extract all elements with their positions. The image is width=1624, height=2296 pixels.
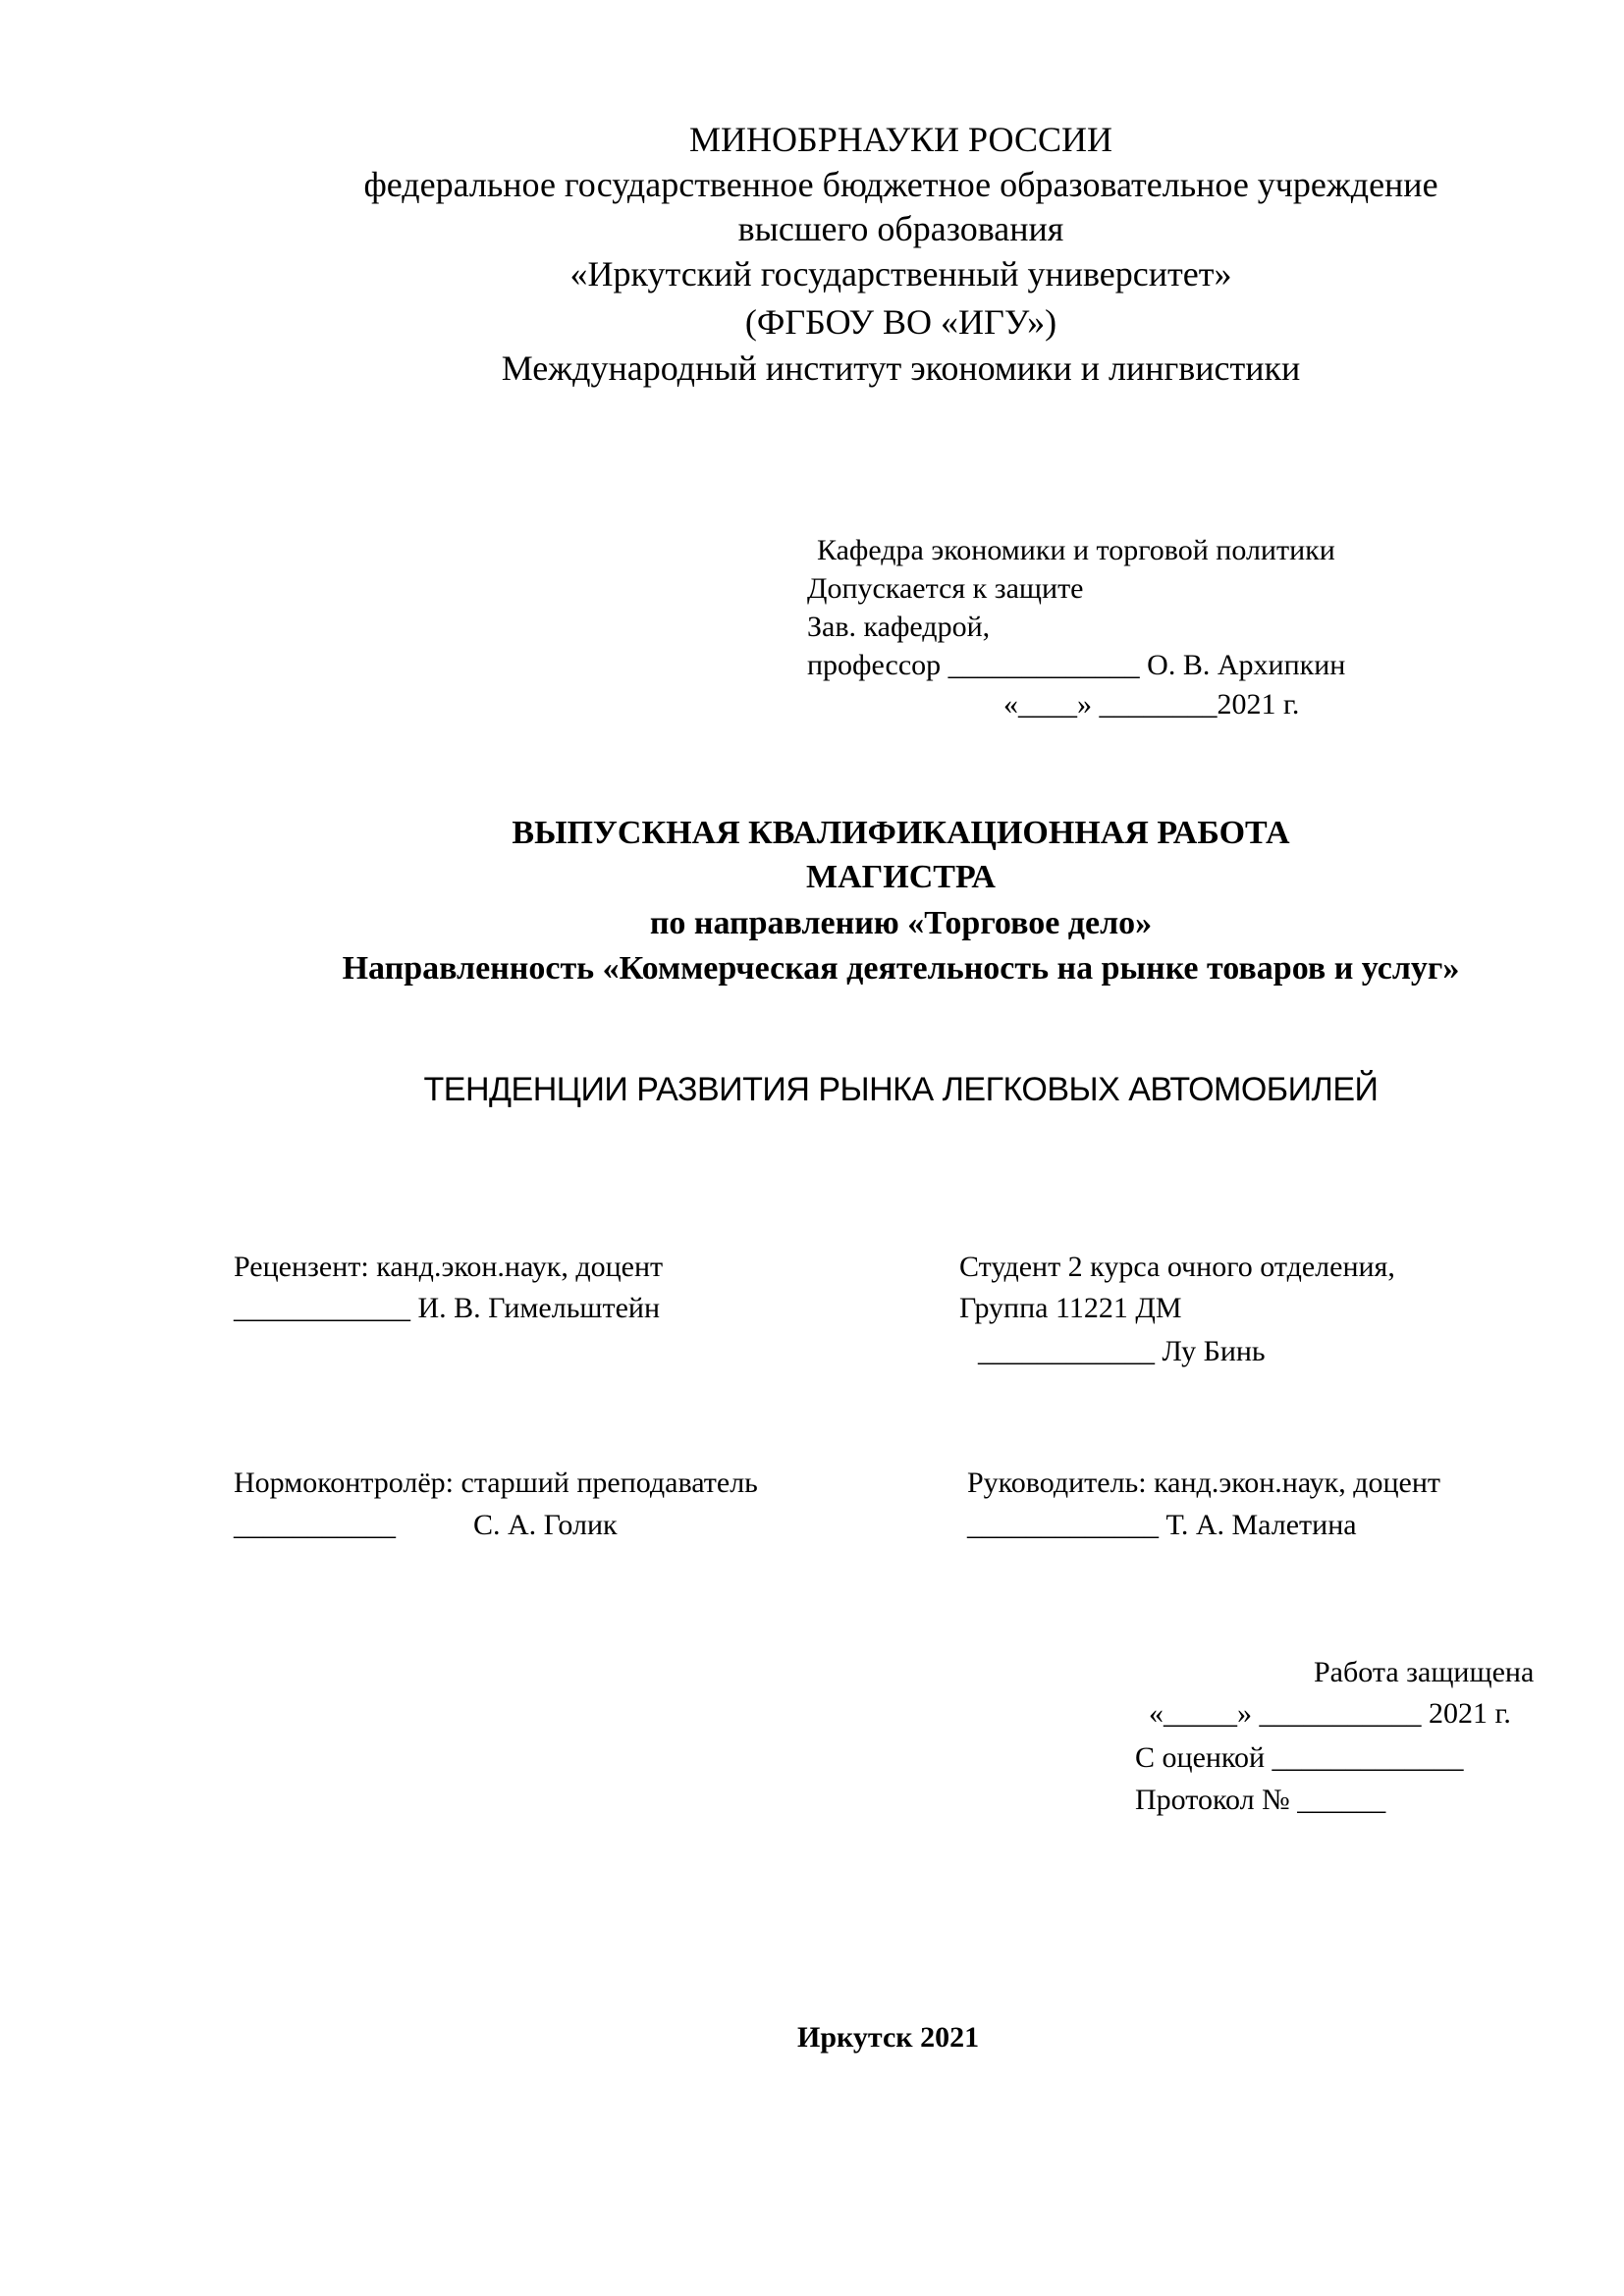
reviewer-role: Рецензент: канд.экон.наук, доцент [234,1251,664,1283]
degree-title: МАГИСТРА [806,859,996,895]
specialization-title: Направленность «Коммерческая деятельность на рынке товаров и услуг» [342,950,1460,987]
city-year: Иркутск 2021 [797,2021,980,2054]
institution-type: федеральное государственное бюджетное образовательное учреждение [363,165,1438,204]
defense-date: «_____» ___________ 2021 г. [1149,1697,1511,1730]
student-group: Группа 11221 ДМ [959,1292,1182,1324]
work-type-title: ВЫПУСКНАЯ КВАЛИФИКАЦИОННАЯ РАБОТА [512,815,1290,851]
university-name: «Иркутский государственный университет» [569,254,1232,294]
norm-controller-role: Нормоконтролёр: старший преподаватель [234,1467,758,1499]
approval-date: «____» ________2021 г. [1003,688,1300,721]
education-level: высшего образования [737,209,1064,248]
defense-protocol: Протокол № ______ [1135,1784,1386,1816]
head-of-department-signature: профессор _____________ О. В. Архипкин [807,649,1346,681]
university-abbreviation: (ФГБОУ ВО «ИГУ») [744,302,1057,342]
reviewer-signature: ____________ И. В. Гимельштейн [234,1292,661,1324]
head-of-department-title: Зав. кафедрой, [807,611,991,643]
institute-name: Международный институт экономики и лингвистики [501,348,1301,388]
direction-title: по направлению «Торговое дело» [649,905,1153,941]
defense-status: Работа защищена [1314,1656,1535,1688]
defense-grade: С оценкой _____________ [1135,1741,1464,1774]
ministry-name: МИНОБРНАУКИ РОССИИ [689,120,1112,159]
admitted-to-defense: Допускается к защите [807,572,1084,605]
student-signature: ____________ Лу Бинь [978,1335,1266,1367]
norm-controller-signature: ___________ [234,1509,396,1541]
supervisor-signature: _____________ Т. А. Малетина [967,1509,1357,1541]
supervisor-role: Руководитель: канд.экон.наук, доцент [967,1467,1441,1499]
norm-controller-name: С. А. Голик [473,1509,618,1541]
department-name: Кафедра экономики и торговой политики [817,534,1335,566]
student-role: Студент 2 курса очного отделения, [959,1251,1395,1283]
thesis-topic: ТЕНДЕНЦИИ РАЗВИТИЯ РЫНКА ЛЕГКОВЫХ АВТОМОБИЛЕЙ [423,1071,1379,1108]
